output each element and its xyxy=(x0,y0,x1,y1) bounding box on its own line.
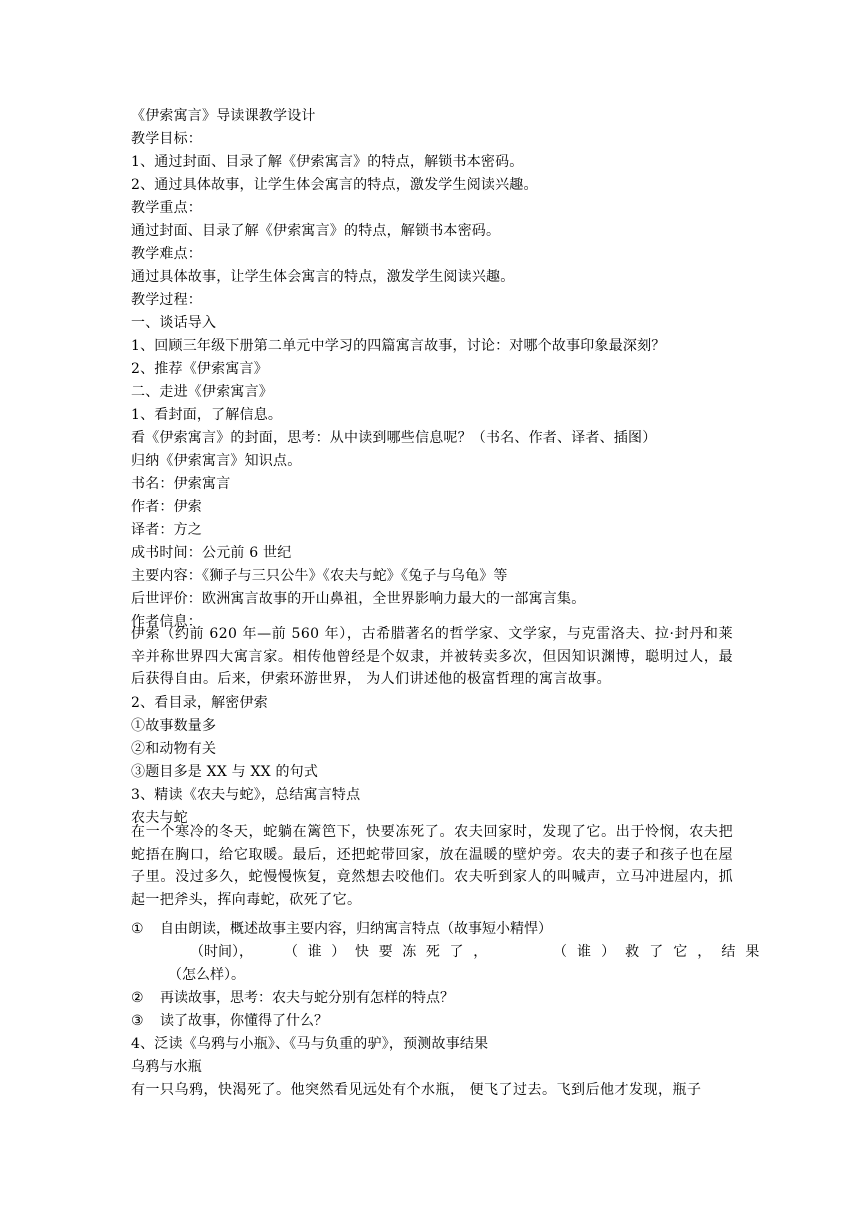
author-info-heading: 作者信息： xyxy=(131,614,202,630)
section-2-heading: 二、走进《伊索寓言》 xyxy=(131,384,273,400)
section-1-item-1: 1、回顾三年级下册第二单元中学习的四篇寓言故事，讨论：对哪个故事印象最深刻？ xyxy=(131,338,666,354)
book-name: 书名：伊索寓言 xyxy=(131,476,231,492)
section-2-item-1: 1、看封面，了解信息。 xyxy=(131,407,283,423)
question-1-fill-result: （怎么样）。 xyxy=(168,967,245,983)
process-heading: 教学过程： xyxy=(131,292,202,308)
difficulties-text: 通过具体故事，让学生体会寓言的特点，激发学生阅读兴趣。 xyxy=(131,269,515,285)
question-3-text: 读了故事，你懂得了什么？ xyxy=(160,1013,328,1029)
key-points-text: 通过封面、目录了解《伊索寓言》的特点，解锁书本密码。 xyxy=(131,223,501,239)
author-info-paragraph: 伊索（约前 620 年—前 560 年），古希腊著名的哲学家、文学家，与克雷洛夫、拉·封丹和莱辛并称世界四大寓言家。相传他曾经是个奴隶，并被转卖多次，但因知识渊博，聪明过人，最后获得自由。后来，伊索环游世界， 为人们讲述他的极富哲理的寓言故事。 xyxy=(131,626,733,687)
objective-2: 2、通过具体故事，让学生体会寓言的特点，激发学生阅读兴趣。 xyxy=(131,177,538,193)
section-2-item-4: 4、泛读《乌鸦与小瓶》、《马与负重的驴》，预测故事结果 xyxy=(131,1036,489,1052)
document-title: 《伊索寓言》导读课教学设计 xyxy=(131,108,316,124)
difficulties-heading: 教学难点： xyxy=(131,246,202,262)
question-1-fill-time: （时间）， xyxy=(190,944,253,960)
question-1-text: 自由朗读，概述故事主要内容，归纳寓言特点（故事短小精悍） xyxy=(160,921,552,937)
story-2-paragraph: 有一只乌鸦，快渴死了。他突然看见远处有个水瓶， 便飞了过去。飞到后他才发现，瓶子 xyxy=(131,1082,702,1098)
book-content: 主要内容：《狮子与三只公牛》《农夫与蛇》《兔子与乌龟》等 xyxy=(131,568,508,584)
objective-1: 1、通过封面、目录了解《伊索寓言》的特点，解锁书本密码。 xyxy=(131,154,524,170)
story-2-title: 乌鸦与水瓶 xyxy=(131,1059,202,1075)
section-2-item-2: 2、看目录，解密伊索 xyxy=(131,695,268,711)
catalog-point-2: ②和动物有关 xyxy=(131,741,217,757)
question-2-number: ② xyxy=(131,990,144,1006)
question-1-fill-who-2: （ 谁 ） 救 了 它 ， 结 果 xyxy=(553,944,763,960)
catalog-point-1: ①故事数量多 xyxy=(131,718,217,734)
section-2-item-1-question: 看《伊索寓言》的封面，思考：从中读到哪些信息呢？（书名、作者、译者、插图） xyxy=(131,430,657,446)
question-1-number: ① xyxy=(131,921,144,937)
objectives-heading: 教学目标： xyxy=(131,131,202,147)
key-points-heading: 教学重点： xyxy=(131,200,202,216)
question-2-text: 再读故事，思考：农夫与蛇分别有怎样的特点？ xyxy=(160,990,454,1006)
story-1-title: 农夫与蛇 xyxy=(131,810,188,826)
section-2-item-1-summary: 归纳《伊索寓言》知识点。 xyxy=(131,453,302,469)
question-3-number: ③ xyxy=(131,1013,144,1029)
section-1-heading: 一、谈话导入 xyxy=(131,315,217,331)
catalog-point-3: ③题目多是 XX 与 XX 的句式 xyxy=(131,764,319,780)
story-1-paragraph: 在一个寒冷的冬天，蛇躺在篱笆下，快要冻死了。农夫回家时，发现了它。出于怜悯，农夫把蛇捂在胸口，给它取暖。最后，还把蛇带回家，放在温暖的壁炉旁。农夫的妻子和孩子也在屋子里。没过多久，蛇慢慢恢复，竟然想去咬他们。农夫听到家人的叫喊声，立马冲进屋内，抓起一把斧头，挥向毒蛇，砍死了它。 xyxy=(131,824,733,908)
book-translator: 译者：方之 xyxy=(131,522,202,538)
section-2-item-3: 3、精读《农夫与蛇》，总结寓言特点 xyxy=(131,787,361,803)
book-time: 成书时间：公元前 6 世纪 xyxy=(131,545,292,561)
book-author: 作者：伊索 xyxy=(131,499,202,515)
book-review: 后世评价：欧洲寓言故事的开山鼻祖，全世界影响力最大的一部寓言集。 xyxy=(131,591,586,607)
question-1-fill-who-1: （ 谁 ） 快 要 冻 死 了 ， xyxy=(284,944,490,960)
section-1-item-2: 2、推荐《伊索寓言》 xyxy=(131,361,268,377)
